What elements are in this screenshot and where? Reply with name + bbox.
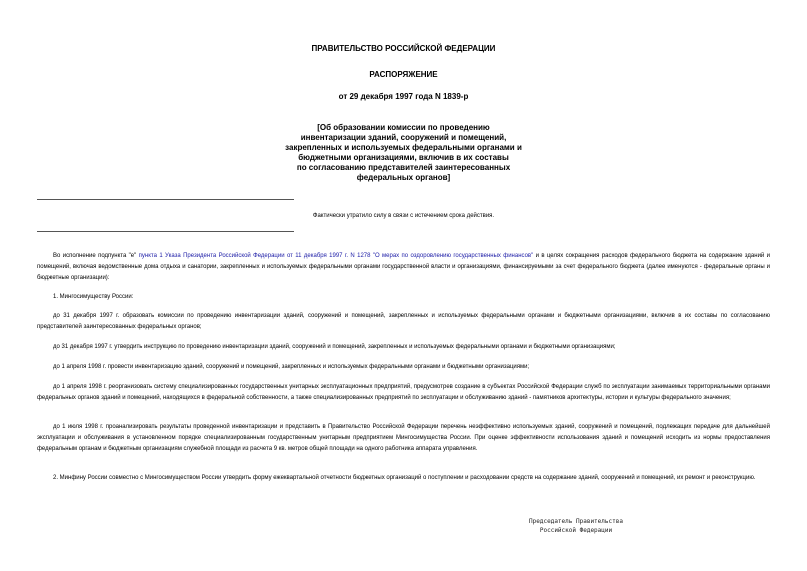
separator-top	[37, 199, 294, 200]
paragraph-item: до 1 июля 1998 г. проанализировать результаты проведенной инвентаризации и представить в Правительство Российской Федерации перечень неэффективно используемых зданий, сооружений и помещений, подлежащих передаче для дальнейшей эксплуатации и обслуживания в установленном порядке специализированным государственным унитарным предприятием Мингосимущества России. При оценке эффективности использования зданий и помещений исходить из нормы предоставления федеральным органам и бюджетным организациям служебной площади из расчета 9 кв. метров общей площади на одного работника аппарата управления.	[37, 424, 770, 452]
document-type: РАСПОРЯЖЕНИЕ	[369, 70, 438, 79]
separator-bottom	[37, 231, 294, 232]
document-date-number: от 29 декабря 1997 года N 1839-р	[338, 92, 469, 101]
intro-suffix: и в целях сокращения расходов федерального бюджета на содержание зданий и помещений, включая ведомственные дома отдыха и санатории, закрепленных и используемых федеральными органами государственной власти и организациями, финансируемыми за счет федерального бюджета (далее именуются - федеральные органы и бюджетные организации):	[37, 253, 771, 281]
signature-position: Председатель Правительства	[529, 518, 623, 525]
document-subject: [Об образовании комиссии по проведению инвентаризации зданий, сооружений и помещений, закрепленных и используемых федеральными органами и бюджетными организациями, включив в их составы по согласованию представителей заинтересованных федеральных органов]	[285, 123, 522, 182]
intro-prefix: Во исполнение подпункта "е"	[53, 253, 139, 259]
paragraph-item: до 1 апреля 1998 г. провести инвентаризацию зданий, сооружений и помещений, закрепленных и используемых федеральными органами и бюджетными организациями;	[53, 364, 530, 370]
paragraph-item: до 31 декабря 1997 г. утвердить инструкцию по проведению инвентаризации зданий, сооружений и помещений, закрепленных и используемых федеральными органами и бюджетными организациями;	[53, 344, 616, 350]
signature-entity: Российской Федерации	[539, 527, 613, 534]
government-title: ПРАВИТЕЛЬСТВО РОССИЙСКОЙ ФЕДЕРАЦИИ	[311, 44, 496, 53]
paragraph-item: 2. Минфину России совместно с Мингосимуществом России утвердить форму ежеквартальной отчетности бюджетных организаций о поступлении и расходовании средств на содержание зданий, сооружений и помещений, их ремонт и реконструкцию.	[53, 475, 756, 481]
paragraph-item: до 31 декабря 1997 г. образовать комиссии по проведению инвентаризации зданий, сооружений и помещений, закрепленных и используемых федеральными органами и бюджетными организациями, включив в их составы по согласованию представителей заинтересованных федеральных органов;	[37, 313, 770, 330]
intro-paragraph	[37, 251, 770, 284]
paragraph-item: 1. Мингосимуществу России:	[53, 294, 134, 300]
decree-link[interactable]: пункта 1 Указа Президента Российской Федерации от 11 декабря 1997 г. N 1278 "О мерах по оздоровлению государственных финансов"	[138, 253, 534, 259]
status-note: Фактически утратило силу в связи с истечением срока действия.	[312, 213, 495, 219]
paragraph-item: до 1 апреля 1998 г. реорганизовать систему специализированных государственных унитарных эксплуатационных предприятий, предусмотрев создание в субъектах Российской Федерации служб по эксплуатации занимаемых территориальными органами федеральных органов зданий и помещений, находящихся в федеральной собственности, а также специализированных предприятий по эксплуатации и обслуживанию зданий - памятников архитектуры, истории и культуры федерального значения;	[37, 384, 770, 401]
